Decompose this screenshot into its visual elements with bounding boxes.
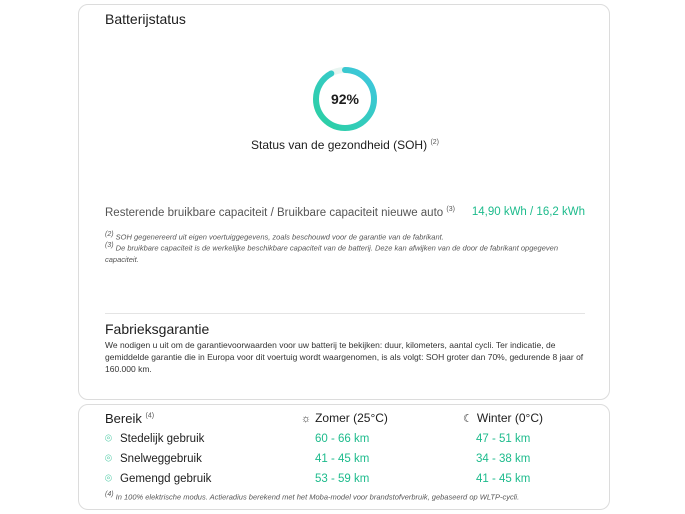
capacity-row — [105, 206, 585, 219]
soh-label — [79, 138, 611, 152]
summer-range: 60 - 66 km — [315, 433, 370, 445]
range-row — [79, 473, 611, 491]
summer-range: 53 - 59 km — [315, 473, 370, 485]
capacity-label: Resterende bruikbare capaciteit / Bruikbare capaciteit nieuwe auto — [105, 206, 444, 219]
soh-label-text: Status van de gezondheid (SOH) — [250, 138, 428, 152]
moon-icon: ☾ — [463, 413, 473, 425]
warranty-text: We nodigen u uit om de garantievoorwaarden voor uw batterij te bekijken: duur, kilometers, aantal cycli. Ter indicatie, de gemiddelde garantie die in Europa voor dit voertuig wordt waargenomen, is als volgt: SOH groter dan 70%, gedurende 8 jaar of 160.000 km. — [105, 340, 584, 374]
range-row-label — [105, 433, 204, 446]
capacity-value: 14,90 kWh / 16,2 kWh — [471, 206, 585, 218]
usage-label: Gemengd gebruik — [120, 473, 212, 485]
location-pin-icon: ⌾ — [105, 433, 112, 445]
warranty-title: Fabrieksgarantie — [105, 321, 210, 337]
footnote-3 — [105, 240, 585, 265]
winter-range: 34 - 38 km — [476, 453, 531, 465]
sun-icon: ☼ — [301, 413, 312, 425]
battery-status-card — [78, 4, 610, 400]
footnote-2-text: SOH gegenereerd uit eigen voertuiggegevens, zoals beschouwd voor de garantie van de fabrikant. — [115, 232, 444, 242]
range-title — [105, 411, 154, 426]
soh-gauge — [312, 66, 378, 132]
winter-range: 41 - 45 km — [476, 473, 531, 485]
range-card — [78, 404, 610, 510]
location-pin-icon: ⌾ — [105, 453, 112, 465]
soh-footnote-ref: (2) — [430, 139, 439, 146]
summer-label: Zomer (25°C) — [315, 411, 388, 425]
range-row-label — [105, 473, 211, 486]
range-row-label — [105, 453, 202, 466]
range-footnote-ref: (4) — [145, 412, 155, 420]
footnote-2-ref: (2) — [105, 231, 114, 238]
footnote-3-text: De bruikbare capaciteit is de werkelijke beschikbare capaciteit van de batterij. Deze kan afwijken van de door de fabrikant opgegeven capaciteit. — [105, 243, 558, 264]
range-note-ref: (4) — [105, 491, 114, 498]
winter-header — [463, 411, 543, 425]
usage-label: Snelweggebruik — [120, 453, 202, 465]
capacity-footnote-ref: (3) — [446, 206, 455, 213]
range-note — [105, 491, 519, 502]
range-title-text: Bereik — [105, 411, 142, 426]
winter-range: 47 - 51 km — [476, 433, 531, 445]
summer-header — [301, 411, 388, 425]
summer-range: 41 - 45 km — [315, 453, 370, 465]
location-pin-icon: ⌾ — [105, 473, 112, 485]
usage-label: Stedelijk gebruik — [120, 433, 205, 445]
winter-label: Winter (0°C) — [476, 411, 544, 425]
soh-value: 92% — [330, 91, 360, 107]
divider — [105, 313, 585, 314]
battery-status-title: Batterijstatus — [105, 11, 186, 27]
range-note-text: In 100% elektrische modus. Actieradius berekend met het Moba-model voor brandstofverbruik, gebaseerd op WLTP-cycli. — [115, 492, 520, 502]
range-row — [79, 453, 611, 471]
range-row — [79, 433, 611, 451]
footnote-3-ref: (3) — [105, 242, 114, 249]
